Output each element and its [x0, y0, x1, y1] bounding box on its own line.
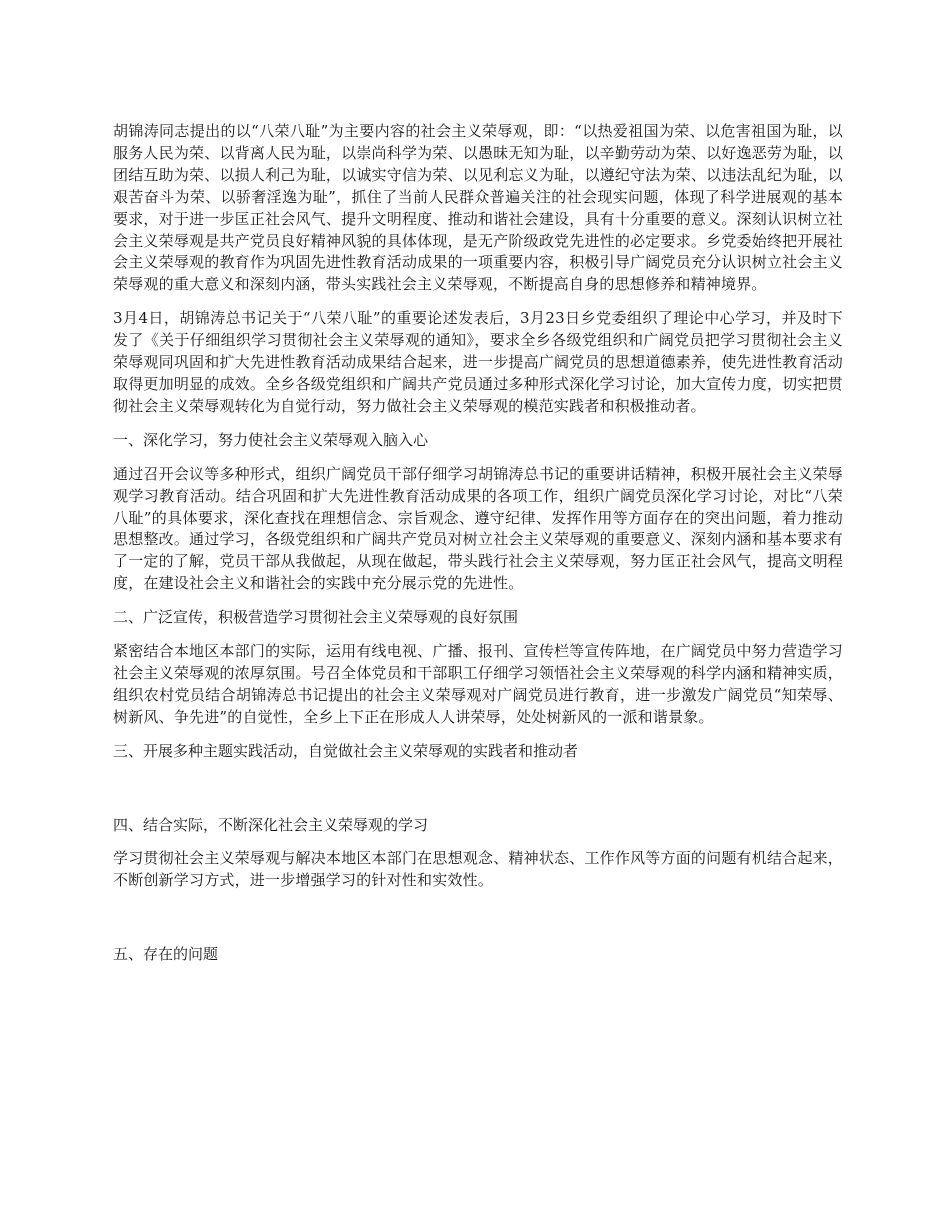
section-1-body: 通过召开会议等多种形式，组织广阔党员干部仔细学习胡锦涛总书记的重要讲话精神，积极开展社会主义荣辱观学习教育活动。结合巩固和扩大先进性教育活动成果的各项工作，组织广阔党员深化学习讨论，对比“八荣八耻”的具体要求，深化查找在理想信念、宗旨观念、遵守纪律、发挥作用等方面存在的突出问题，着力推动思想整改。通过学习，各级党组织和广阔共产党员对树立社会主义荣辱观的重要意义、深刻内涵和基本要求有了一定的了解，党员干部从我做起，从现在做起，带头践行社会主义荣辱观，努力匡正社会风气，提高文明程度，在建设社会主义和谐社会的实践中充分展示党的先进性。	[113, 464, 843, 593]
section-1-heading: 一、深化学习，努力使社会主义荣辱观入脑入心	[113, 430, 429, 449]
section-4-body: 学习贯彻社会主义荣辱观与解决本地区本部门在思想观念、精神状态、工作作风等方面的问题有机结合起来，不断创新学习方式，进一步增强学习的针对性和实效性。	[113, 849, 843, 890]
section-2-body: 紧密结合本地区本部门的实际，运用有线电视、广播、报刊、宣传栏等宣传阵地，在广阔党员中努力营造学习社会主义荣辱观的浓厚氛围。号召全体党员和干部职工仔细学习领悟社会主义荣辱观的科学内涵和精神实质，组织农村党员结合胡锦涛总书记提出的社会主义荣辱观对广阔党员进行教育，进一步激发广阔党员“知荣辱、树新风、争先进”的自觉性，全乡上下正在形成人人讲荣辱，处处树新风的一派和谐景象。	[113, 642, 843, 726]
section-2-heading: 二、广泛宣传，积极营造学习贯彻社会主义荣辱观的良好氛围	[113, 608, 519, 627]
march-study-paragraph: 3月4日，胡锦涛总书记关于“八荣八耻”的重要论述发表后，3月23日乡党委组织了理论中心学习，并及时下发了《关于仔细组织学习贯彻社会主义荣辱观的通知》，要求全乡各级党组织和广阔党员把学习贯彻社会主义荣辱观同巩固和扩大先进性教育活动成果结合起来，进一步提高广阔党员的思想道德素养，使先进性教育活动取得更加明显的成效。全乡各级党组织和广阔共产党员通过多种形式深化学习讨论，加大宣传力度，切实把贯彻社会主义荣辱观转化为自觉行动，努力做社会主义荣辱观的模范实践者和积极推动者。	[113, 309, 843, 415]
intro-paragraph: 胡锦涛同志提出的以“八荣八耻”为主要内容的社会主义荣辱观，即：“以热爱祖国为荣、以危害祖国为耻，以服务人民为荣、以背离人民为耻，以崇尚科学为荣、以愚昧无知为耻，以辛勤劳动为荣、以好逸恶劳为耻，以团结互助为荣、以损人利己为耻，以诚实守信为荣、以见利忘义为耻，以遵纪守法为荣、以违法乱纪为耻，以艰苦奋斗为荣、以骄奢淫逸为耻”，抓住了当前人民群众普遍关注的社会现实问题，体现了科学进展观的基本要求，对于进一步匡正社会风气、提升文明程度、推动和谐社会建设，具有十分重要的意义。深刻认识树立社会主义荣辱观是共产党员良好精神风貌的具体体现，是无产阶级政党先进性的必定要求。乡党委始终把开展社会主义荣辱观的教育作为巩固先进性教育活动成果的一项重要内容，积极引导广阔党员充分认识树立社会主义荣辱观的重大意义和深刻内涵，带头实践社会主义荣辱观，不断提高自身的思想修养和精神境界。	[113, 122, 843, 294]
section-4-heading: 四、结合实际，不断深化社会主义荣辱观的学习	[113, 815, 429, 834]
section-5-heading: 五、存在的问题	[113, 945, 219, 964]
section-3-heading: 三、开展多种主题实践活动，自觉做社会主义荣辱观的实践者和推动者	[113, 741, 579, 760]
document-page	[113, 121, 843, 978]
blank-spacer	[113, 904, 843, 944]
blank-spacer	[113, 775, 843, 815]
